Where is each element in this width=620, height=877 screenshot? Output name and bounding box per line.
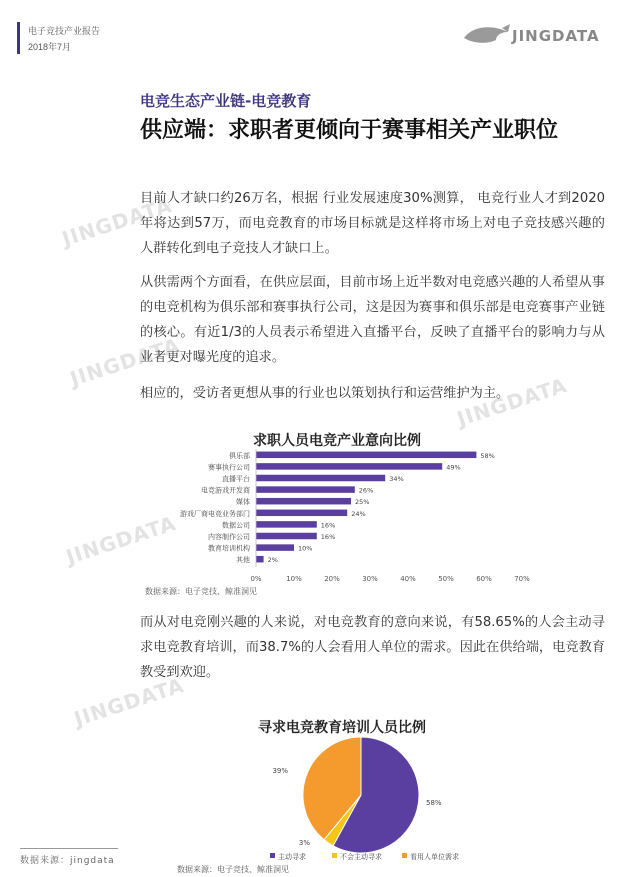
bar-category-label: 赛事执行公司 bbox=[208, 463, 250, 472]
bar-chart bbox=[140, 447, 540, 587]
watermark: JINGDATA bbox=[59, 192, 176, 252]
bar-chart-title: 求职人员电竞产业意向比例 bbox=[253, 433, 421, 449]
x-tick-label: 40% bbox=[400, 575, 416, 583]
x-tick-label: 70% bbox=[514, 575, 530, 583]
bar-category-label: 媒体 bbox=[236, 498, 250, 507]
bar-value-label: 49% bbox=[446, 463, 461, 472]
footer-source: 数据来源：jingdata bbox=[20, 856, 115, 866]
bar bbox=[256, 544, 294, 551]
pie-chart-source: 数据来源：电子竞技、鲸准洞见 bbox=[177, 865, 289, 874]
pie-value-label: 39% bbox=[272, 767, 288, 775]
bar-category-label: 游戏厂商电竞业务部门 bbox=[180, 509, 250, 518]
pie-value-label: 58% bbox=[426, 799, 442, 807]
x-tick-label: 20% bbox=[324, 575, 340, 583]
whale-logo-icon bbox=[462, 22, 512, 48]
x-tick-label: 10% bbox=[286, 575, 302, 583]
bar bbox=[256, 475, 385, 482]
bar bbox=[256, 510, 347, 517]
watermark: JINGDATA bbox=[454, 372, 571, 432]
x-tick-label: 0% bbox=[250, 575, 262, 583]
bar-category-label: 其他 bbox=[236, 556, 250, 565]
paragraph: 相应的，受访者更想从事的行业也以策划执行和运营维护为主。 bbox=[140, 386, 510, 401]
paragraph: 目前人才缺口约26万名，根据 行业发展速度30%测算， 电竞行业人才到2020年将达到57万，而电竞教育的市场目标就是这样将市场上对电子竞技感兴趣的人群转化到电子竞技人才缺口上。 bbox=[140, 191, 605, 256]
bar bbox=[256, 556, 264, 563]
watermark: JINGDATA bbox=[67, 332, 184, 392]
paragraph: 而从对电竞刚兴趣的人来说，对电竞教育的意向来说，有58.65%的人会主动寻求电竞教育培训，而38.7%的人会看用人单位的需求。因此在供给端，电竞教育教受到欢迎。 bbox=[140, 615, 605, 680]
report-date: 2018年7月 bbox=[28, 42, 72, 52]
legend-label: 主动寻求 bbox=[278, 853, 306, 861]
bar-chart-source: 数据来源：电子竞技、鲸准洞见 bbox=[145, 587, 257, 596]
bar-category-label: 数据公司 bbox=[222, 521, 250, 530]
page-title: 供应端：求职者更倾向于赛事相关产业职位 bbox=[140, 118, 559, 143]
legend-label: 不会主动寻求 bbox=[340, 853, 382, 861]
footer-divider bbox=[20, 848, 118, 849]
bar bbox=[256, 521, 317, 528]
section-title: 电竞生态产业链-电竞教育 bbox=[140, 92, 312, 110]
report-name: 电子竞技产业报告 bbox=[28, 26, 101, 36]
bar-category-label: 内容制作公司 bbox=[208, 533, 250, 541]
bar-value-label: 24% bbox=[351, 509, 366, 518]
watermark: JINGDATA bbox=[71, 672, 188, 732]
bar-value-label: 16% bbox=[320, 521, 336, 530]
bar-category-label: 俱乐部 bbox=[229, 451, 250, 460]
x-tick-label: 30% bbox=[362, 575, 378, 583]
bar-value-label: 10% bbox=[298, 544, 313, 553]
bar-category-label: 电竞游戏开发商 bbox=[201, 486, 250, 495]
pie-chart bbox=[150, 735, 570, 863]
bar-category-label: 教育培训机构 bbox=[208, 544, 250, 553]
bar bbox=[256, 463, 442, 470]
bar bbox=[256, 533, 317, 540]
pie-value-label: 3% bbox=[298, 839, 310, 847]
bar bbox=[256, 498, 351, 505]
legend-swatch bbox=[332, 853, 337, 858]
legend-swatch bbox=[402, 853, 407, 858]
pie-chart-title: 寻求电竞教育培训人员比例 bbox=[258, 720, 426, 736]
legend-label: 看用人单位需求 bbox=[410, 853, 459, 861]
bar bbox=[256, 486, 355, 493]
header-accent-bar bbox=[17, 22, 20, 54]
legend-swatch bbox=[270, 853, 275, 858]
bar-category-label: 直播平台 bbox=[222, 475, 250, 483]
bar-value-label: 34% bbox=[389, 475, 404, 483]
x-tick-label: 50% bbox=[438, 575, 454, 583]
bar bbox=[256, 452, 476, 459]
bar-value-label: 26% bbox=[358, 486, 374, 495]
paragraph: 从供需两个方面看，在供应层面，目前市场上近半数对电竞感兴趣的人希望从事的电竞机构为俱乐部和赛事执行公司，这是因为赛事和俱乐部是电竞赛事产业链的核心。有近1/3的人员表示希望进入直播平台，反映了直播平台的影响力与从业者更对曝光度的追求。 bbox=[140, 275, 605, 365]
brand-logo-text: JINGDATA bbox=[512, 27, 600, 45]
bar-value-label: 2% bbox=[267, 556, 278, 565]
bar-value-label: 58% bbox=[480, 451, 495, 460]
watermark: JINGDATA bbox=[63, 510, 180, 570]
x-tick-label: 60% bbox=[476, 575, 492, 583]
bar-value-label: 25% bbox=[355, 498, 370, 507]
bar-value-label: 16% bbox=[320, 533, 336, 541]
